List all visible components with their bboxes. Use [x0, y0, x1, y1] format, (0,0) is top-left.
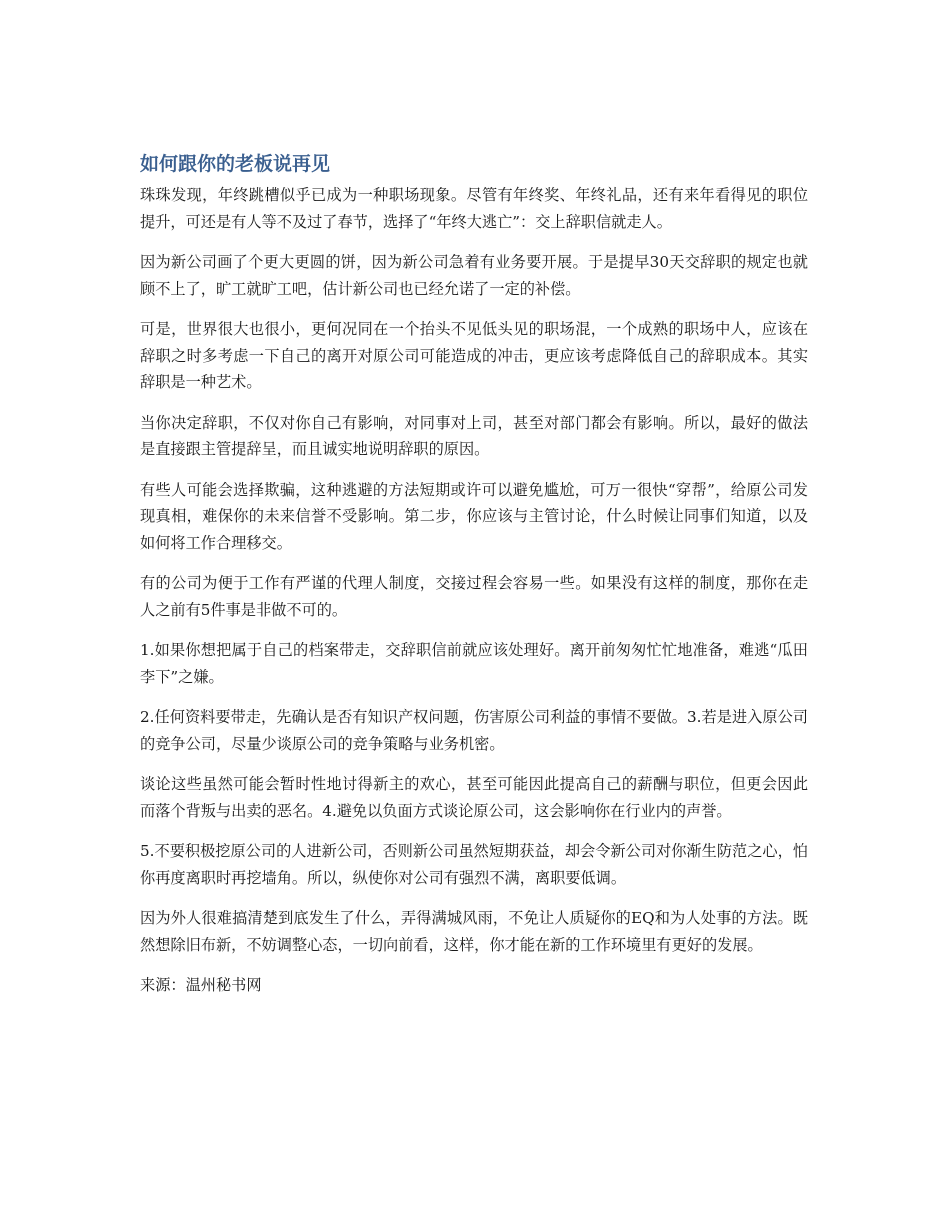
article-title: 如何跟你的老板说再见 — [140, 153, 331, 175]
document-page — [140, 150, 808, 1013]
paragraph-point-5: 5.不要积极挖原公司的人进新公司，否则新公司虽然短期获益，却会令新公司对你渐生防范之心，怕你再度离职时再挖墙角。所以，纵使你对公司有强烈不满，离职要低调。 — [140, 842, 808, 887]
paragraph-tell-supervisor: 当你决定辞职，不仅对你自己有影响，对同事对上司，甚至对部门都会有影响。所以，最好的做法是直接跟主管提辞呈，而且诚实地说明辞职的原因。 — [140, 413, 808, 458]
paragraph-point-2-3: 2.任何资料要带走，先确认是否有知识产权问题，伤害原公司利益的事情不要做。3.若是进入原公司的竞争公司，尽量少谈原公司的竞争策略与业务机密。 — [140, 708, 808, 753]
paragraph-five-things: 有的公司为便于工作有严谨的代理人制度，交接过程会容易一些。如果没有这样的制度，那你在走人之前有5件事是非做不可的。 — [140, 574, 808, 619]
paragraph-point-1: 1.如果你想把属于自己的档案带走，交辞职信前就应该处理好。离开前匆匆忙忙地准备，难逃“瓜田李下”之嫌。 — [140, 641, 808, 686]
paragraph-honesty: 有些人可能会选择欺骗，这种逃避的方法短期或许可以避免尴尬，可万一很快“穿帮”，给原公司发现真相，难保你的未来信誉不受影响。第二步，你应该与主管讨论，什么时候让同事们知道，以及如何将工作合理移交。 — [140, 480, 808, 552]
paragraph-art-of-resigning: 可是，世界很大也很小，更何况同在一个抬头不见低头见的职场混，一个成熟的职场中人，应该在辞职之时多考虑一下自己的离开对原公司可能造成的冲击，更应该考虑降低自己的辞职成本。其实辞职是一种艺术。 — [140, 320, 808, 391]
source-credit: 来源：温州秘书网 — [140, 976, 262, 994]
paragraph-new-company: 因为新公司画了个更大更圆的饼，因为新公司急着有业务要开展。于是提早30天交辞职的规定也就顾不上了，旷工就旷工吧，估计新公司也已经允诺了一定的补偿。 — [140, 253, 808, 298]
paragraph-point-4: 谈论这些虽然可能会暂时性地讨得新主的欢心，甚至可能因此提高自己的薪酬与职位，但更会因此而落个背叛与出卖的恶名。4.避免以负面方式谈论原公司，这会影响你在行业内的声誉。 — [140, 775, 808, 820]
paragraph-intro: 珠珠发现，年终跳槽似乎已成为一种职场现象。尽管有年终奖、年终礼品，还有来年看得见的职位提升，可还是有人等不及过了春节，选择了“年终大逃亡”：交上辞职信就走人。 — [140, 186, 808, 231]
paragraph-conclusion: 因为外人很难搞清楚到底发生了什么，弄得满城风雨，不免让人质疑你的EQ和为人处事的方法。既然想除旧布新，不妨调整心态，一切向前看，这样，你才能在新的工作环境里有更好的发展。 — [140, 909, 808, 954]
